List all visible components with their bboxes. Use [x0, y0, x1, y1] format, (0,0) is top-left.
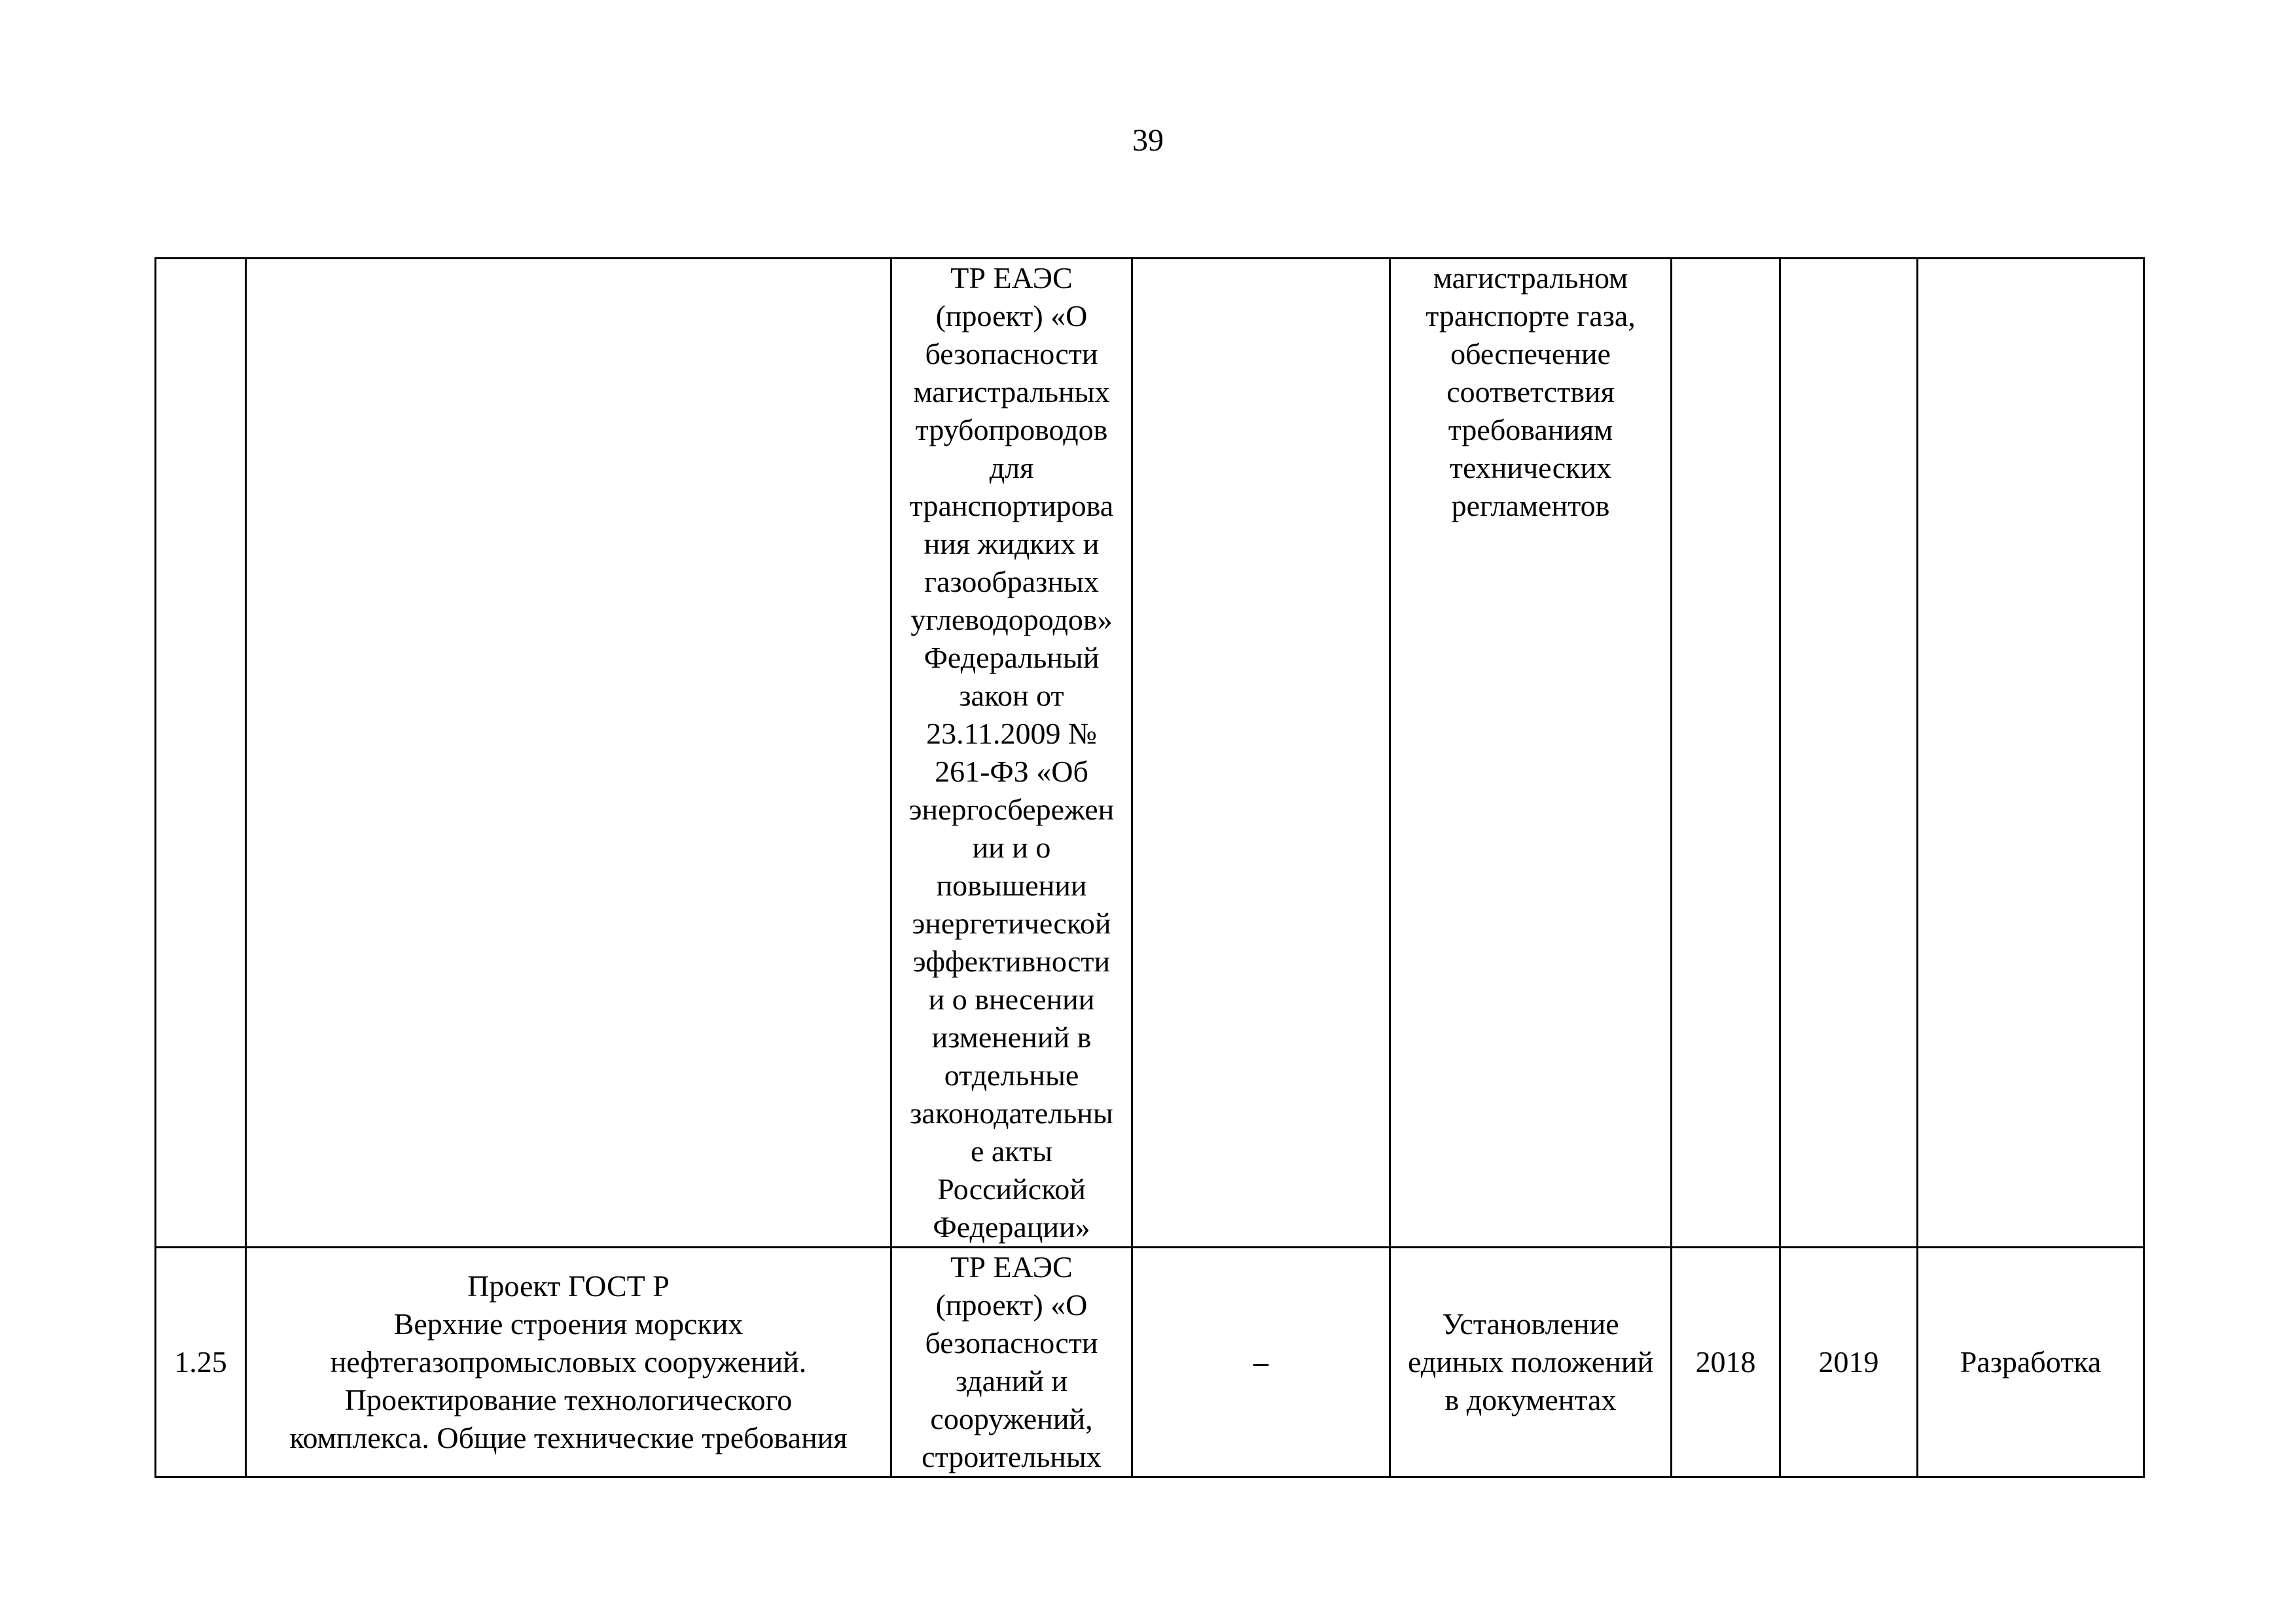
- cell-standard-name: [246, 259, 891, 1248]
- cell-number: 1.25: [156, 1248, 246, 1477]
- page-number: 39: [1132, 123, 1164, 158]
- cell-regulation-basis: ТР ЕАЭС (проект) «О безопасности магистральных трубопроводов для транспортирова ния жидких и газообразных углеводородов» Федеральный закон от 23.11.2009 № 261-ФЗ «Об энергосбережен ии и о повышении энергетической эффективности и о внесении изменений в отдельные законодательны е акты Российской Федерации»: [891, 259, 1132, 1248]
- cell-start-year: 2018: [1672, 1248, 1780, 1477]
- cell-replaced-standard: –: [1132, 1248, 1390, 1477]
- table-row-continuation: [156, 259, 2144, 1248]
- cell-end-year: 2019: [1780, 1248, 1918, 1477]
- standards-table: [154, 257, 2145, 1478]
- cell-number: [156, 259, 246, 1248]
- cell-purpose: магистральном транспорте газа, обеспечение соответствия требованиям технических регламентов: [1390, 259, 1672, 1248]
- cell-work-type: Разработка: [1918, 1248, 2144, 1477]
- cell-purpose: Установление единых положений в документах: [1390, 1248, 1672, 1477]
- cell-end-year: [1780, 259, 1918, 1248]
- cell-regulation-basis: ТР ЕАЭС (проект) «О безопасности зданий и сооружений, строительных: [891, 1248, 1132, 1477]
- cell-start-year: [1672, 259, 1780, 1248]
- cell-standard-name: Проект ГОСТ Р Верхние строения морских нефтегазопромысловых сооружений. Проектирование технологического комплекса. Общие технические требования: [246, 1248, 891, 1477]
- cell-work-type: [1918, 259, 2144, 1248]
- table-row-1-25: [156, 1248, 2144, 1477]
- cell-replaced-standard: [1132, 259, 1390, 1248]
